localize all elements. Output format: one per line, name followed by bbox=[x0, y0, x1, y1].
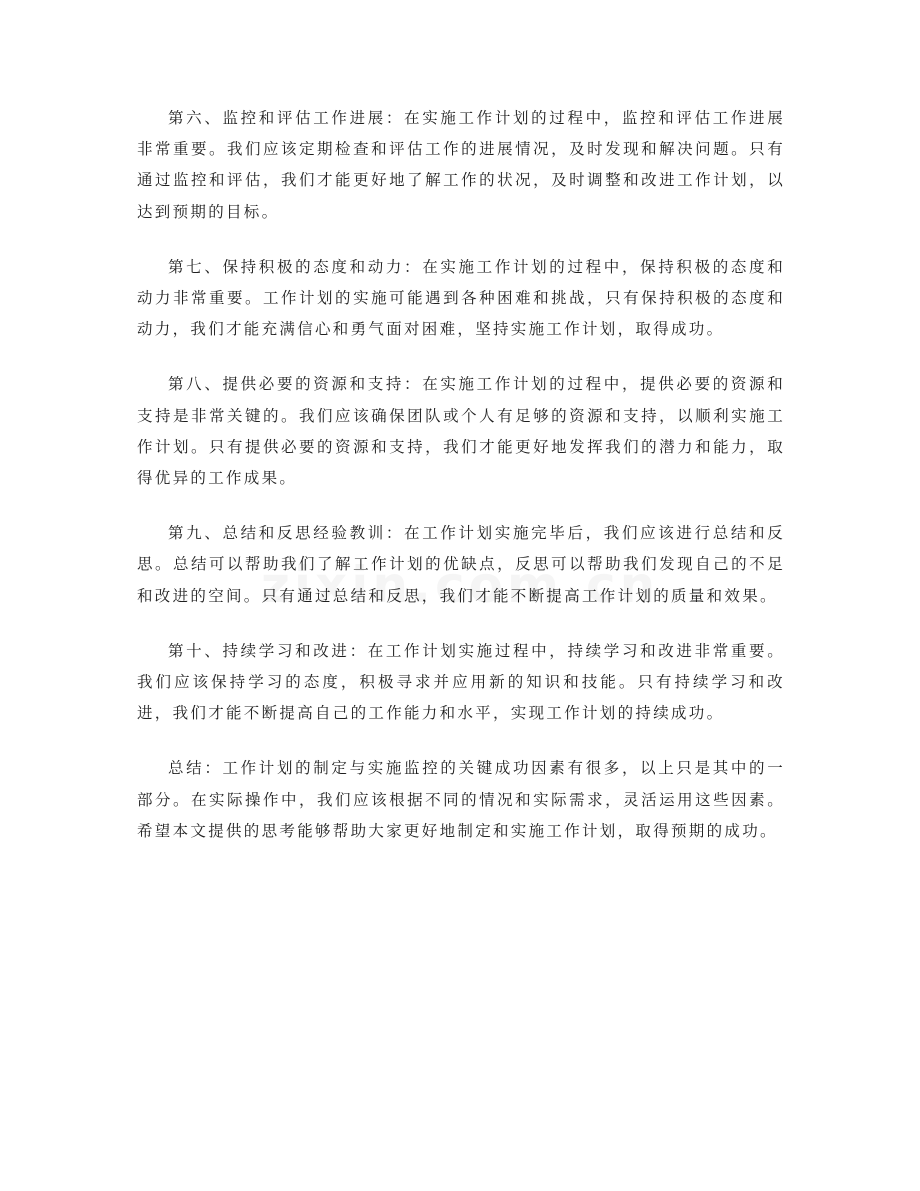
paragraph-summary: 总结：工作计划的制定与实施监控的关键成功因素有很多，以上只是其中的一部分。在实际操作中，我们应该根据不同的情况和实际需求，灵活运用这些因素。希望本文提供的思考能够帮助大家更好地制定和实施工作计划，取得预期的成功。 bbox=[137, 759, 785, 840]
document-body bbox=[137, 103, 785, 871]
paragraph-section-7: 第七、保持积极的态度和动力：在实施工作计划的过程中，保持积极的态度和动力非常重要。工作计划的实施可能遇到各种困难和挑战，只有保持积极的态度和动力，我们才能充满信心和勇气面对困难，坚持实施工作计划，取得成功。 bbox=[137, 257, 785, 339]
paragraph-section-8: 第八、提供必要的资源和支持：在实施工作计划的过程中，提供必要的资源和支持是非常关键的。我们应该确保团队或个人有足够的资源和支持，以顺利实施工作计划。只有提供必要的资源和支持，我们才能更好地发挥我们的潜力和能力，取得优异的工作成果。 bbox=[137, 375, 785, 488]
paragraph-section-6: 第六、监控和评估工作进展：在实施工作计划的过程中，监控和评估工作进展非常重要。我们应该定期检查和评估工作的进展情况，及时发现和解决问题。只有通过监控和评估，我们才能更好地了解工作的状况，及时调整和改进工作计划，以达到预期的目标。 bbox=[137, 109, 785, 221]
paragraph-section-9: 第九、总结和反思经验教训：在工作计划实施完毕后，我们应该进行总结和反思。总结可以帮助我们了解工作计划的优缺点，反思可以帮助我们发现自己的不足和改进的空间。只有通过总结和反思，我们才能不断提高工作计划的质量和效果。 bbox=[137, 524, 785, 605]
paragraph-section-10: 第十、持续学习和改进：在工作计划实施过程中，持续学习和改进非常重要。我们应该保持学习的态度，积极寻求并应用新的知识和技能。只有持续学习和改进，我们才能不断提高自己的工作能力和水平，实现工作计划的持续成功。 bbox=[137, 641, 785, 723]
